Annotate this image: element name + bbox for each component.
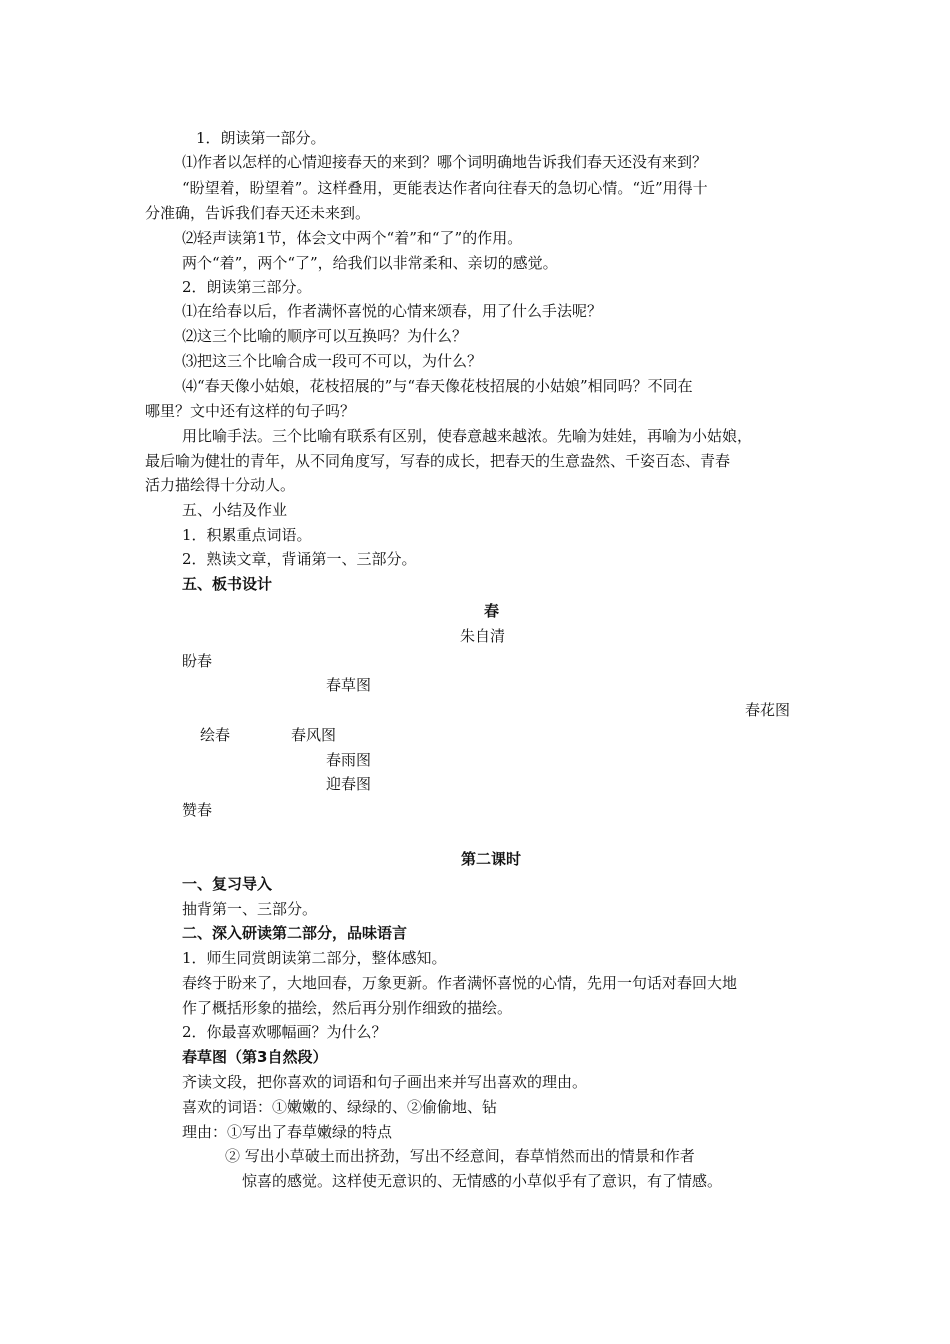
section-heading: 五、板书设计 <box>182 575 273 593</box>
board-item: 春草图 <box>326 676 372 694</box>
board-item: 盼春 <box>182 652 213 670</box>
board-item: 春风图 <box>291 726 337 744</box>
text-line: 分准确，告诉我们春天还未来到。 <box>145 204 371 222</box>
text-line: 作了概括形象的描绘，然后再分别作细致的描绘。 <box>182 999 513 1017</box>
text-line: ⑷“春天像小姑娘，花枝招展的”与“春天像花枝招展的小姑娘”相同吗？不同在 <box>182 377 693 395</box>
section-heading: 二、深入研读第二部分，品味语言 <box>182 924 408 942</box>
text-line: 理由：①写出了春草嫩绿的特点 <box>182 1123 393 1141</box>
lesson-title: 第二课时 <box>461 850 522 868</box>
board-item: 赞春 <box>182 801 213 819</box>
text-line: ⑴作者以怎样的心情迎接春天的来到？哪个词明确地告诉我们春天还没有来到？ <box>182 153 708 171</box>
text-line: 1．师生同赏朗读第二部分，整体感知。 <box>182 949 447 967</box>
text-line: 喜欢的词语：①嫩嫩的、绿绿的、②偷偷地、钻 <box>182 1098 498 1116</box>
text-line: 最后喻为健壮的青年，从不同角度写，写春的成长，把春天的生意盎然、千姿百态、青春 <box>145 452 731 470</box>
text-line: 活力描绘得十分动人。 <box>145 476 296 494</box>
text-line: ⑴在给春以后，作者满怀喜悦的心情来颂春，用了什么手法呢？ <box>182 302 603 320</box>
text-line: 齐读文段，把你喜欢的词语和句子画出来并写出喜欢的理由。 <box>182 1073 588 1091</box>
board-item: 春雨图 <box>326 751 372 769</box>
board-author: 朱自清 <box>460 627 506 645</box>
section-heading: 一、复习导入 <box>182 875 273 893</box>
text-line: 抽背第一、三部分。 <box>182 900 318 918</box>
board-item: 春花图 <box>745 701 791 719</box>
text-line: 五、小结及作业 <box>182 501 288 519</box>
board-item: 绘春 <box>200 726 231 744</box>
text-line: 2．朗读第三部分。 <box>182 278 312 296</box>
text-line: 2．熟读文章，背诵第一、三部分。 <box>182 550 417 568</box>
board-item: 迎春图 <box>326 775 372 793</box>
text-line: 用比喻手法。三个比喻有联系有区别，使春意越来越浓。先喻为娃娃，再喻为小姑娘， <box>182 427 753 445</box>
text-line: 惊喜的感觉。这样使无意识的、无情感的小草似乎有了意识，有了情感。 <box>242 1172 723 1190</box>
text-line: 1．积累重点词语。 <box>182 526 312 544</box>
text-line: 春终于盼来了，大地回春，万象更新。作者满怀喜悦的心情，先用一句话对春回大地 <box>182 974 738 992</box>
text-line: 两个“着”，两个“了”，给我们以非常柔和、亲切的感觉。 <box>182 254 558 272</box>
text-line: ⑵轻声读第1节，体会文中两个“着”和“了”的作用。 <box>182 229 523 247</box>
text-line: ⑵这三个比喻的顺序可以互换吗？为什么？ <box>182 327 468 345</box>
text-line: 哪里？文中还有这样的句子吗？ <box>145 402 356 420</box>
section-heading: 春草图（第3自然段） <box>182 1048 328 1066</box>
board-title: 春 <box>484 602 500 620</box>
text-line: “盼望着，盼望着”。这样叠用，更能表达作者向往春天的急切心情。“近”用得十 <box>182 179 708 197</box>
text-line: ⑶把这三个比喻合成一段可不可以，为什么？ <box>182 352 483 370</box>
text-line: ② 写出小草破土而出挤劲，写出不经意间，春草悄然而出的情景和作者 <box>225 1147 695 1165</box>
text-line: 1．朗读第一部分。 <box>196 129 326 147</box>
text-line: 2．你最喜欢哪幅画？为什么？ <box>182 1023 387 1041</box>
